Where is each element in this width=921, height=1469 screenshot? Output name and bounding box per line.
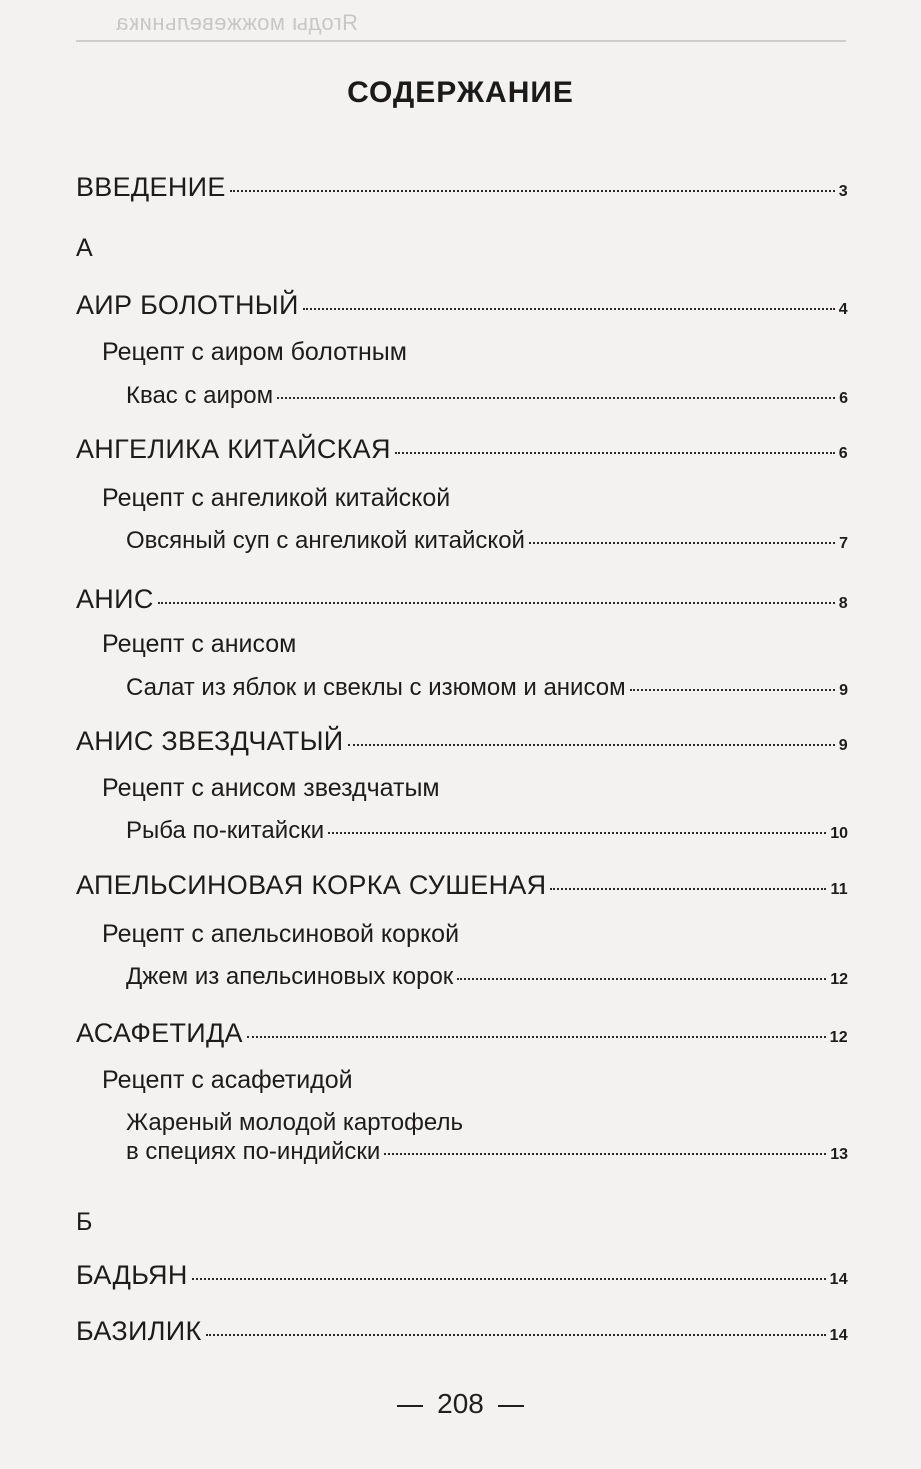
toc-entry-label: Джем из апельсиновых корок	[126, 963, 454, 990]
toc-subheading	[102, 774, 440, 803]
toc-entry	[126, 527, 848, 555]
dot-leader	[630, 689, 836, 691]
toc-entry-label: Рецепт с анисом звездчатым	[102, 774, 440, 802]
toc-entry	[76, 290, 848, 321]
toc-page-number: 7	[839, 535, 848, 552]
dot-leader	[230, 190, 835, 192]
toc-entry	[76, 870, 848, 901]
running-head: Ягоды можжевельника	[115, 10, 358, 35]
dot-leader	[303, 308, 835, 310]
toc-letter-heading: Б	[76, 1208, 93, 1236]
footer-dash-right	[498, 1405, 524, 1407]
toc-page-number: 8	[838, 595, 848, 612]
toc-entry	[76, 1018, 848, 1049]
dot-leader	[328, 832, 826, 834]
toc-page-number: 14	[829, 1271, 848, 1288]
dot-leader	[247, 1036, 826, 1038]
toc-entry-label: Жареный молодой картофель	[126, 1109, 463, 1136]
toc-entry-label: Рецепт с асафетидой	[102, 1066, 353, 1094]
dot-leader	[348, 744, 835, 746]
toc-page-number: 12	[829, 1029, 848, 1046]
toc-entry	[76, 172, 848, 203]
toc-page-number: 3	[838, 183, 848, 200]
toc-subheading	[102, 1066, 353, 1095]
dot-leader	[384, 1153, 826, 1155]
dot-leader	[192, 1278, 826, 1280]
toc-page-number: 14	[829, 1327, 848, 1344]
toc-entry	[126, 382, 848, 410]
toc-entry-label: АНИС	[76, 584, 154, 614]
toc-entry-label: АПЕЛЬСИНОВАЯ КОРКА СУШЕНАЯ	[76, 870, 547, 900]
toc-entry	[126, 963, 848, 991]
toc-entry-label: АНГЕЛИКА КИТАЙСКАЯ	[76, 434, 391, 464]
toc-page-number: 4	[838, 301, 848, 318]
toc-entry	[126, 817, 848, 845]
page-title: СОДЕРЖАНИЕ	[347, 76, 574, 109]
dot-leader	[529, 542, 835, 544]
toc-entry-label: Овсяный суп с ангеликой китайской	[126, 527, 525, 554]
toc-entry-label: АИР БОЛОТНЫЙ	[76, 290, 299, 320]
toc-entry	[76, 584, 848, 615]
dot-leader	[395, 452, 835, 454]
toc-subheading	[102, 630, 296, 659]
page-number: 208	[437, 1388, 484, 1419]
toc-entry-continuation	[126, 1138, 848, 1166]
footer-dash-left	[397, 1405, 423, 1407]
toc-subheading	[102, 484, 450, 513]
toc-letter-heading: А	[76, 234, 93, 262]
toc-entry-label: ВВЕДЕНИЕ	[76, 172, 226, 202]
toc-entry	[76, 1260, 848, 1291]
toc-page-number: 6	[838, 445, 848, 462]
toc-entry-label: БАЗИЛИК	[76, 1316, 202, 1346]
toc-entry	[76, 434, 848, 465]
header-rule	[76, 40, 846, 42]
toc-entry-label: Квас с аиром	[126, 382, 274, 409]
toc-entry-label: АСАФЕТИДА	[76, 1018, 243, 1048]
toc-entry	[126, 674, 848, 702]
page-footer	[0, 1388, 921, 1420]
toc-entry	[76, 1316, 848, 1347]
toc-entry-multiline	[126, 1108, 848, 1166]
toc-entry-label: Рецепт с апельсиновой коркой	[102, 920, 460, 948]
toc-page-number: 13	[830, 1146, 848, 1163]
toc-entry-label: Салат из яблок и свеклы с изюмом и анисом	[126, 674, 626, 701]
toc-page-number: 11	[830, 881, 848, 898]
toc-entry-label: Рецепт с анисом	[102, 630, 297, 658]
toc-entry-label: БАДЬЯН	[76, 1260, 188, 1290]
toc-entry-label: Рыба по-китайски	[126, 817, 325, 844]
toc-entry-label-continued: в специях по-индийски	[126, 1138, 381, 1165]
toc-page-number: 6	[839, 390, 848, 407]
toc-subheading	[102, 920, 459, 949]
toc-page-number: 10	[830, 825, 848, 842]
toc-page-number: 9	[838, 737, 848, 754]
dot-leader	[550, 888, 826, 890]
toc-page-number: 9	[839, 682, 848, 699]
toc-page-number: 12	[830, 971, 848, 988]
toc-entry-label: Рецепт с ангеликой китайской	[102, 484, 451, 512]
dot-leader	[206, 1334, 826, 1336]
toc-subheading	[102, 338, 407, 367]
toc-entry-label: АНИС ЗВЕЗДЧАТЫЙ	[76, 726, 344, 756]
dot-leader	[277, 397, 835, 399]
dot-leader	[158, 602, 835, 604]
dot-leader	[457, 978, 826, 980]
toc-entry-label: Рецепт с аиром болотным	[102, 338, 407, 366]
toc-entry	[76, 726, 848, 757]
